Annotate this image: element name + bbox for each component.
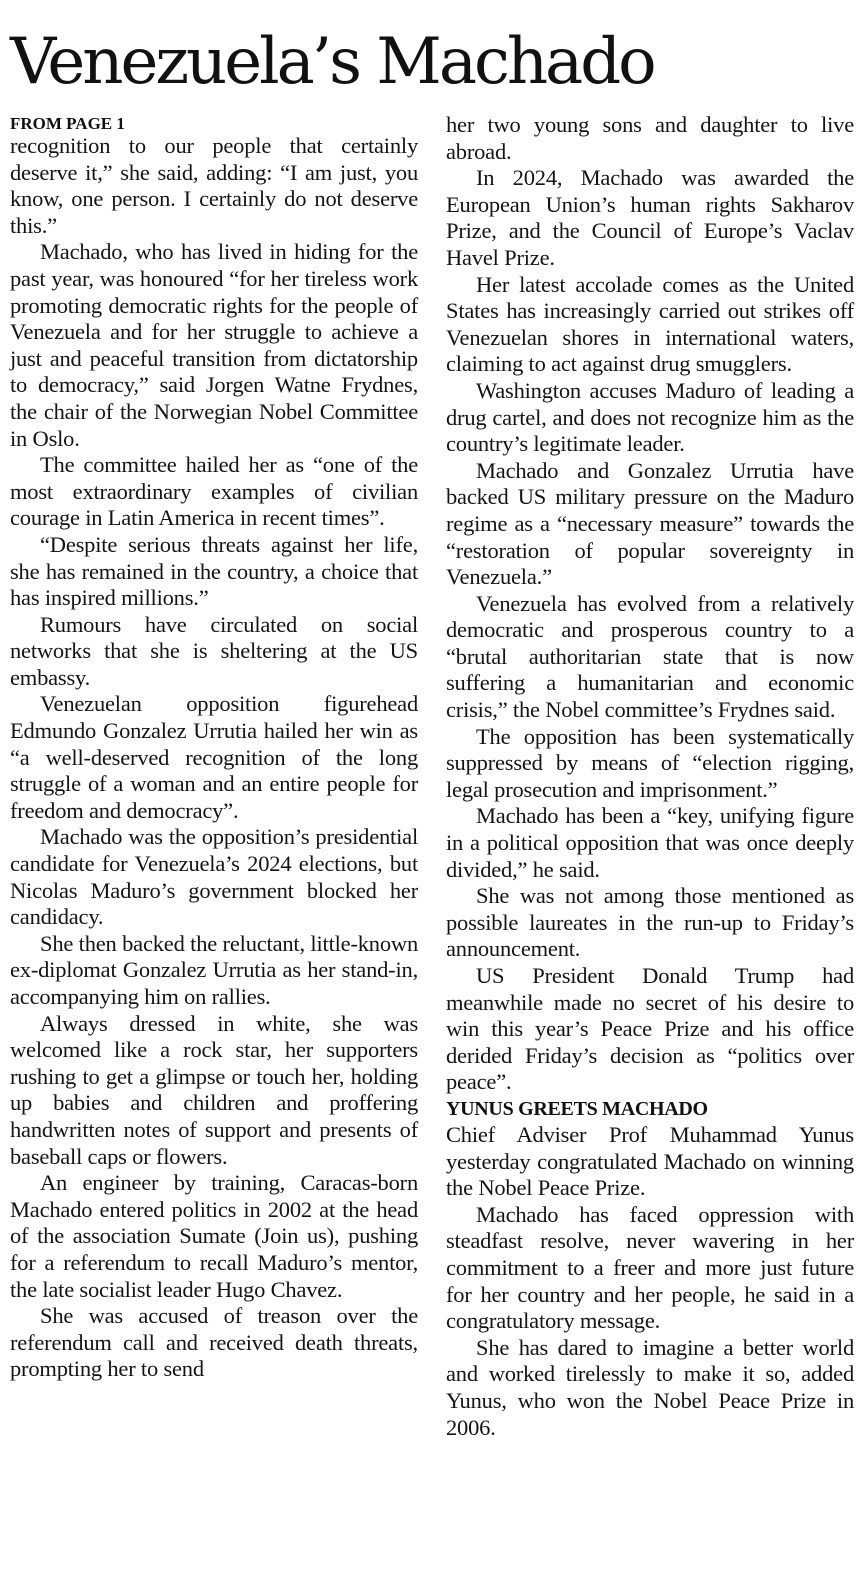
paragraph: Chief Adviser Prof Muhammad Yunus yesterday congratulated Machado on winning the Nobel Peace Prize.	[446, 1121, 854, 1201]
paragraph: Rumours have circulated on social networks that she is sheltering at the US embassy.	[10, 611, 418, 690]
paragraph: Venezuela has evolved from a relatively democratic and prosperous country to a “brutal authoritarian state that is now suffering a humanitarian and economic crisis,” the Nobel committee’s Frydnes said.	[446, 590, 854, 723]
paragraph: An engineer by training, Caracas-born Machado entered politics in 2002 at the head of the association Sumate (Join us), pushing for a referendum to recall Maduro’s mentor, the late socialist leader Hugo Chavez.	[10, 1170, 418, 1302]
article-column-right	[446, 112, 854, 1441]
paragraph: Machado was the opposition’s presidential candidate for Venezuela’s 2024 elections, but Nicolas Maduro’s government blocked her candidacy.	[10, 824, 418, 930]
article-column-left	[10, 114, 418, 1383]
section-subhead: YUNUS GREETS MACHADO	[446, 1097, 708, 1120]
continuation-kicker: FROM PAGE 1	[10, 114, 125, 133]
paragraph: US President Donald Trump had meanwhile made no secret of his desire to win this year’s Peace Prize and his office derided Friday’s decision as “politics over peace”.	[446, 963, 854, 1095]
paragraph: Machado, who has lived in hiding for the past year, was honoured “for her tireless work promoting democratic rights for the people of Venezuela and for her struggle to achieve a just and peaceful transition from dictatorship to democracy,” said Jorgen Watne Frydnes, the chair of the Norwegian Nobel Committee in Oslo.	[10, 239, 418, 451]
paragraph: Venezuelan opposition figurehead Edmundo Gonzalez Urrutia hailed her win as “a well-deserved recognition of the long struggle of a woman and an entire people for freedom and democracy”.	[10, 691, 418, 823]
paragraph: “Despite serious threats against her life, she has remained in the country, a choice that has inspired millions.”	[10, 531, 418, 611]
paragraph: Machado and Gonzalez Urrutia have backed US military pressure on the Maduro regime as a “necessary measure” towards the “restoration of popular sovereignty in Venezuela.”	[446, 457, 854, 590]
paragraph: She has dared to imagine a better world and worked tirelessly to make it so, added Yunus, who won the Nobel Peace Prize in 2006.	[446, 1334, 854, 1440]
paragraph: She was accused of treason over the referendum call and received death threats, prompting her to send	[10, 1303, 418, 1382]
paragraph: Always dressed in white, she was welcomed like a rock star, her supporters rushing to get a glimpse or touch her, holding up babies and children and proffering handwritten notes of support and presents of baseball caps or flowers.	[10, 1010, 418, 1169]
paragraph: recognition to our people that certainly deserve it,” she said, adding: “I am just, you know, one person. I certainly do not deserve this.”	[10, 133, 418, 238]
paragraph: Machado has been a “key, unifying figure in a political opposition that was once deeply divided,” he said.	[446, 803, 854, 882]
paragraph: her two young sons and daughter to live abroad.	[446, 112, 854, 164]
headline: Venezuela’s Machado	[10, 25, 654, 99]
paragraph: The committee hailed her as “one of the most extraordinary examples of civilian courage in Latin America in recent times”.	[10, 452, 418, 531]
paragraph: She was not among those mentioned as possible laureates in the run-up to Friday’s announcement.	[446, 883, 854, 962]
paragraph: Her latest accolade comes as the United States has increasingly carried out strikes off Venezuelan shores in international waters, claiming to act against drug smugglers.	[446, 271, 854, 377]
paragraph: Machado has faced oppression with steadfast resolve, never wavering in her commitment to a freer and more just future for her country and her people, he said in a congratulatory message.	[446, 1201, 854, 1334]
paragraph: The opposition has been systematically suppressed by means of “election rigging, legal prosecution and imprisonment.”	[446, 723, 854, 802]
paragraph: In 2024, Machado was awarded the European Union’s human rights Sakharov Prize, and the Council of Europe’s Vaclav Havel Prize.	[446, 165, 854, 270]
paragraph: She then backed the reluctant, little-known ex-diplomat Gonzalez Urrutia as her stand-in, accompanying him on rallies.	[10, 930, 418, 1009]
paragraph: Washington accuses Maduro of leading a drug cartel, and does not recognize him as the country’s legitimate leader.	[446, 377, 854, 457]
